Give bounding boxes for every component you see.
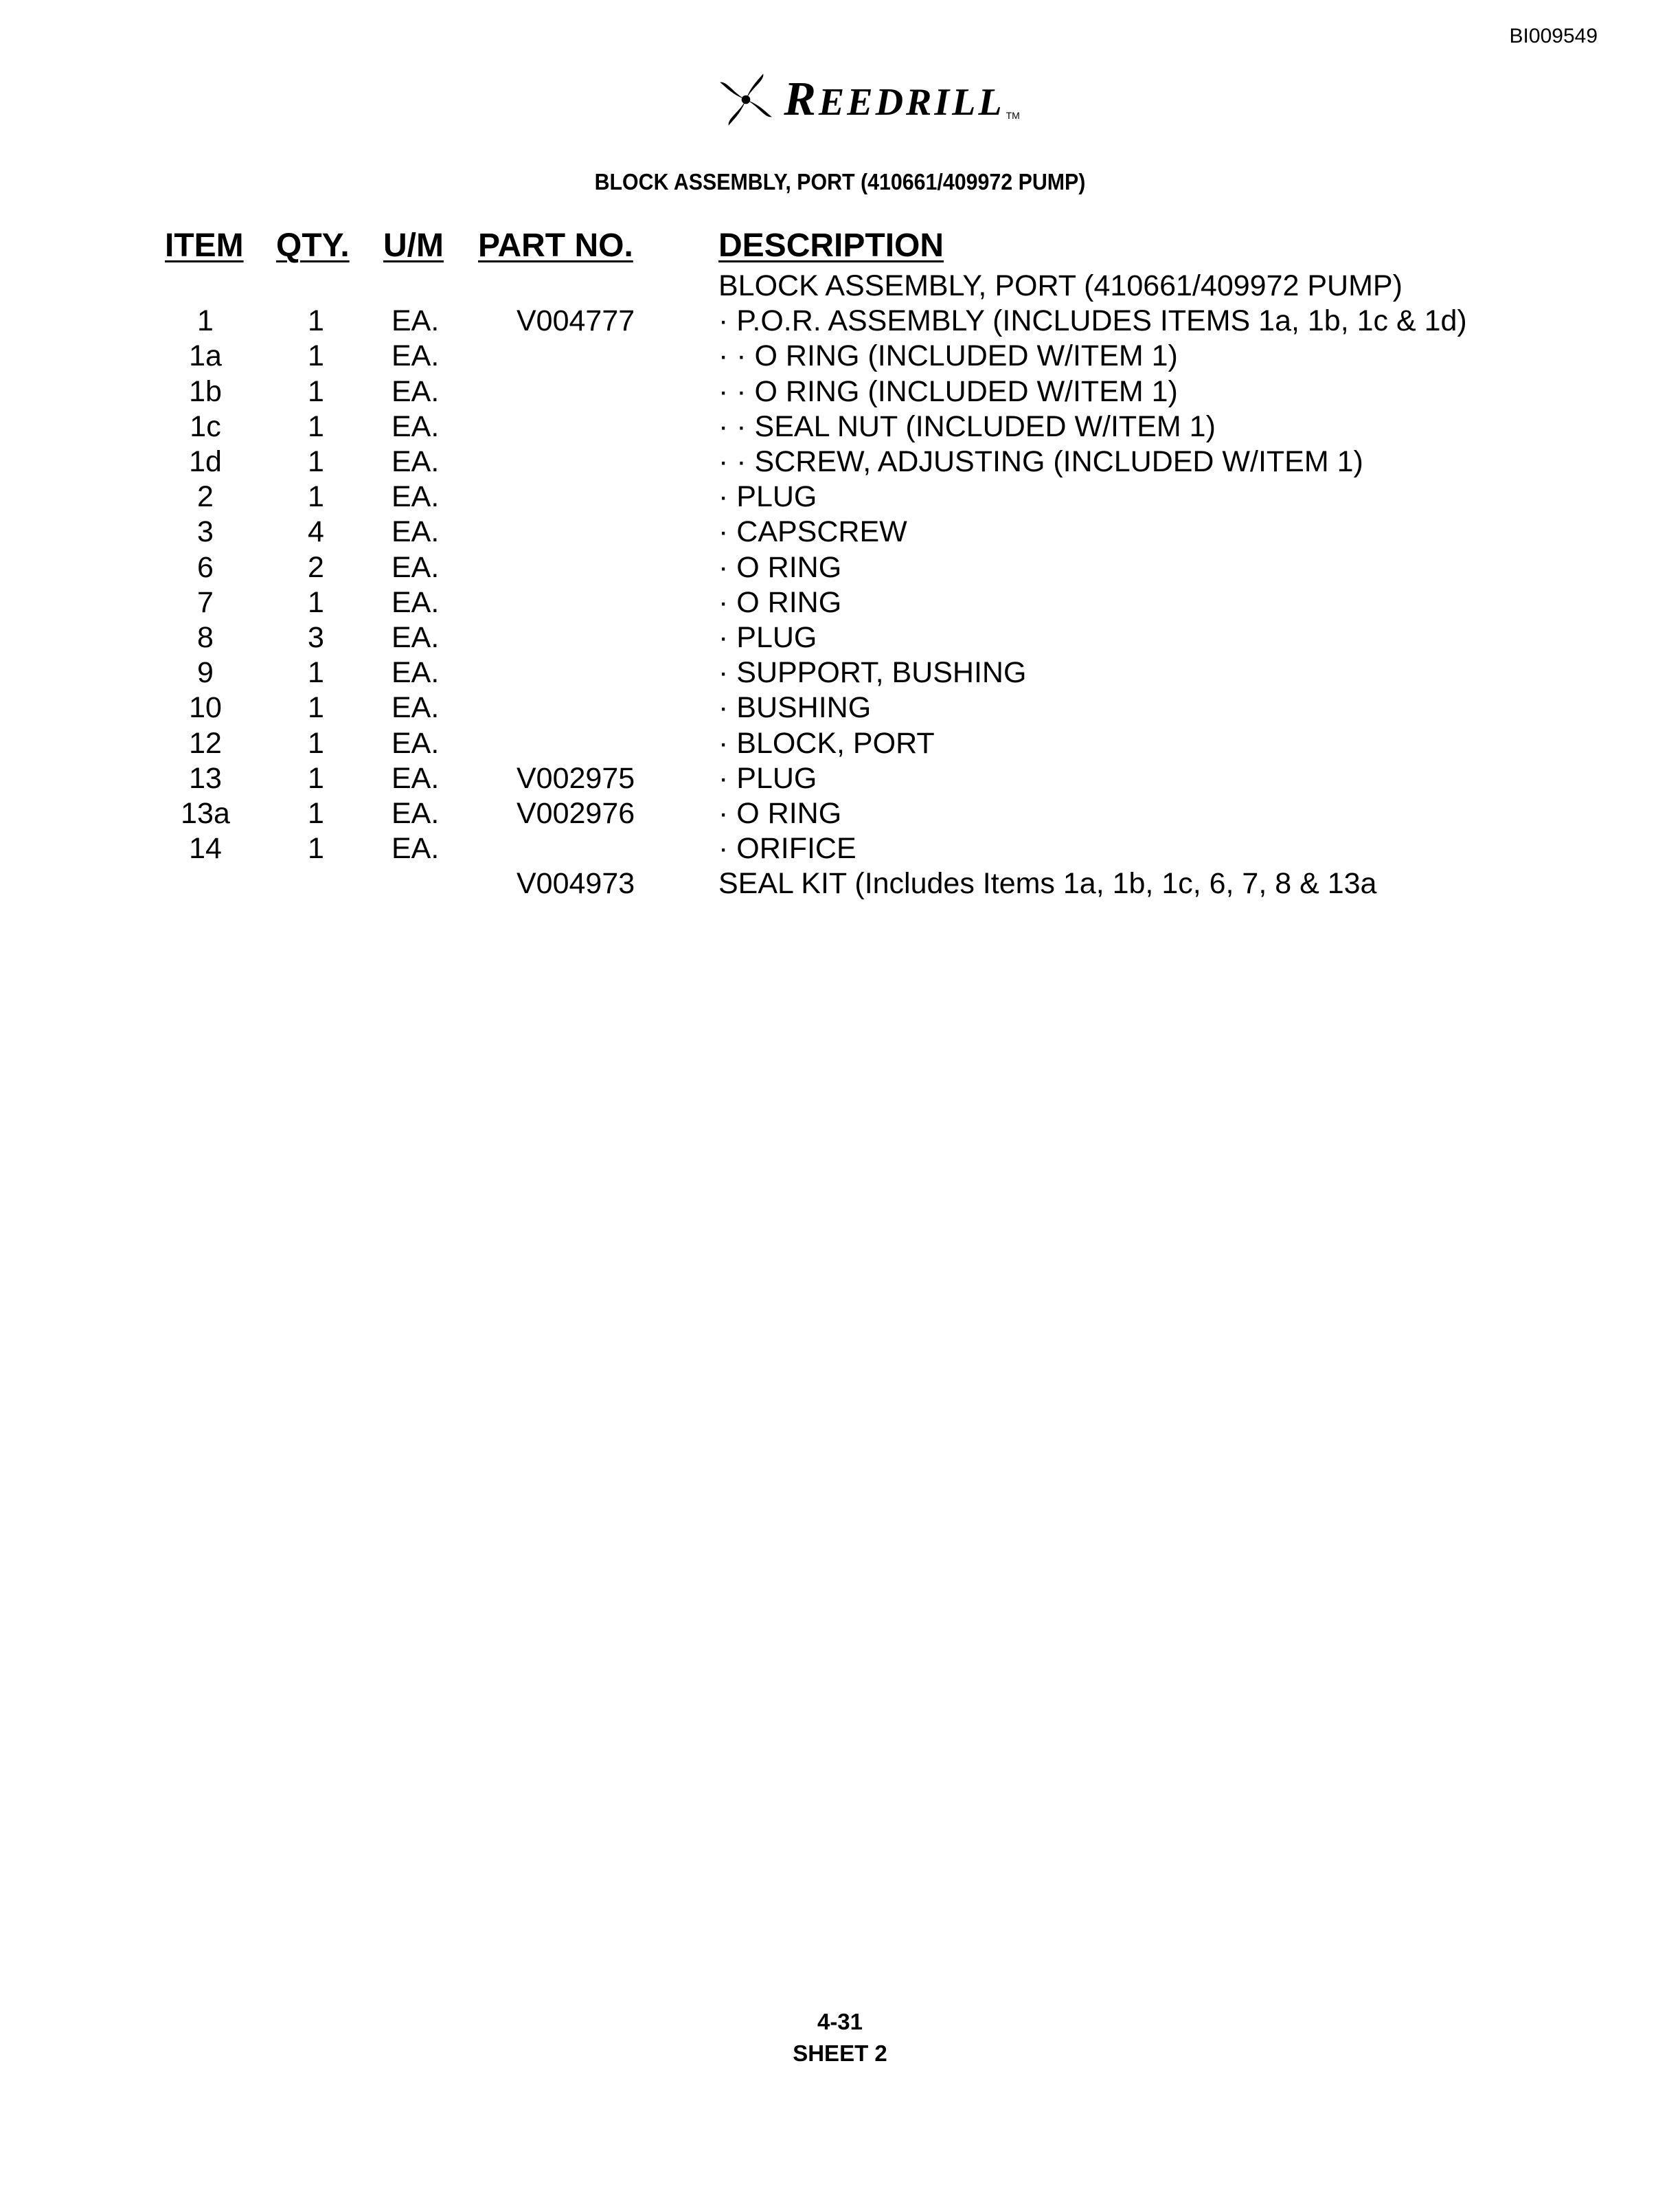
table-row (0, 445, 1680, 480)
qty-cell: 1 (308, 585, 324, 619)
table-row (0, 691, 1680, 726)
table-row (0, 832, 1680, 867)
description-cell: · BUSHING (718, 691, 872, 725)
sheet-number: SHEET 2 (793, 2040, 887, 2066)
brand-name-first: R (784, 73, 819, 126)
um-cell: EA. (391, 374, 440, 408)
item-cell: 1d (189, 445, 222, 478)
assembly-title: BLOCK ASSEMBLY, PORT (410661/409972 PUMP) (594, 169, 1086, 194)
brand-header (0, 69, 1680, 131)
table-row (0, 269, 1680, 304)
item-cell: 9 (197, 656, 214, 690)
item-cell: 10 (189, 691, 222, 725)
qty-cell: 1 (308, 480, 324, 514)
um-cell: EA. (391, 409, 440, 443)
description-cell: · · SEAL NUT (INCLUDED W/ITEM 1) (718, 409, 1216, 443)
um-cell: EA. (391, 691, 440, 725)
qty-cell: 2 (308, 550, 324, 584)
table-row (0, 339, 1680, 374)
item-cell: 13a (181, 797, 230, 830)
um-cell: EA. (391, 832, 440, 866)
um-cell: EA. (391, 761, 440, 795)
brand-name-rest: EEDRILL (818, 81, 1005, 124)
qty-cell: 1 (308, 761, 324, 795)
table-row (0, 797, 1680, 832)
table-row (0, 656, 1680, 691)
part-no-cell: V002976 (517, 797, 635, 830)
um-cell: EA. (391, 550, 440, 584)
qty-cell: 1 (308, 832, 324, 866)
qty-cell: 1 (308, 304, 324, 338)
description-cell: · O RING (718, 550, 842, 584)
um-cell: EA. (391, 726, 440, 760)
table-row (0, 551, 1680, 586)
qty-cell: 1 (308, 656, 324, 690)
description-cell: · PLUG (718, 480, 817, 514)
description-cell: · O RING (718, 797, 842, 830)
table-row (0, 480, 1680, 515)
item-cell: 8 (197, 621, 214, 654)
qty-cell: 1 (308, 409, 324, 443)
column-header-qty: QTY. (276, 227, 350, 264)
um-cell: EA. (391, 339, 440, 373)
item-cell: 1b (189, 374, 222, 408)
part-no-cell: V004777 (517, 304, 635, 338)
column-header-part-no: PART NO. (478, 227, 633, 264)
um-cell: EA. (391, 656, 440, 690)
description-cell: SEAL KIT (Includes Items 1a, 1b, 1c, 6, 7, 8 & 13a (718, 867, 1377, 901)
brand-logo (715, 69, 1020, 131)
um-cell: EA. (391, 515, 440, 549)
table-row (0, 621, 1680, 656)
table-row (0, 515, 1680, 550)
table-row (0, 410, 1680, 445)
brand-name (784, 72, 1004, 127)
description-cell: · CAPSCREW (718, 515, 907, 549)
table-row (0, 586, 1680, 621)
column-header-description: DESCRIPTION (718, 227, 944, 264)
qty-cell: 1 (308, 339, 324, 373)
item-cell: 1a (189, 339, 222, 373)
item-cell: 3 (197, 515, 214, 549)
um-cell: EA. (391, 797, 440, 830)
qty-cell: 1 (308, 797, 324, 830)
item-cell: 7 (197, 585, 214, 619)
description-cell: · PLUG (718, 621, 817, 654)
column-header-item: ITEM (165, 227, 244, 264)
qty-cell: 1 (308, 726, 324, 760)
item-cell: 14 (189, 832, 222, 866)
table-row (0, 304, 1680, 339)
description-cell: · BLOCK, PORT (718, 726, 935, 760)
um-cell: EA. (391, 480, 440, 514)
description-cell: · PLUG (718, 761, 817, 795)
description-cell: · SUPPORT, BUSHING (718, 656, 1027, 690)
parts-table-header (0, 227, 1680, 268)
item-cell: 1c (190, 409, 221, 443)
item-cell: 13 (189, 761, 222, 795)
reedrill-swirl-logo-icon (715, 69, 777, 131)
um-cell: EA. (391, 445, 440, 478)
item-cell: 12 (189, 726, 222, 760)
page-number: 4-31 (817, 2009, 863, 2034)
document-id: BI009549 (1509, 25, 1598, 47)
description-cell: · · O RING (INCLUDED W/ITEM 1) (718, 339, 1178, 373)
description-cell: BLOCK ASSEMBLY, PORT (410661/409972 PUMP) (718, 269, 1403, 302)
part-no-cell: V004973 (517, 867, 635, 901)
table-row (0, 762, 1680, 797)
qty-cell: 1 (308, 374, 324, 408)
item-cell: 1 (197, 304, 214, 338)
description-cell: · · SCREW, ADJUSTING (INCLUDED W/ITEM 1) (718, 445, 1363, 478)
um-cell: EA. (391, 304, 440, 338)
column-header-um: U/M (383, 227, 444, 264)
description-cell: · O RING (718, 585, 842, 619)
um-cell: EA. (391, 621, 440, 654)
description-cell: · ORIFICE (718, 832, 856, 866)
table-row (0, 867, 1680, 902)
description-cell: · · O RING (INCLUDED W/ITEM 1) (718, 374, 1178, 408)
item-cell: 6 (197, 550, 214, 584)
trademark-mark: TM (1006, 110, 1020, 121)
um-cell: EA. (391, 585, 440, 619)
description-cell: · P.O.R. ASSEMBLY (INCLUDES ITEMS 1a, 1b, 1c & 1d) (718, 304, 1467, 338)
table-row (0, 375, 1680, 410)
qty-cell: 1 (308, 445, 324, 478)
item-cell: 2 (197, 480, 214, 514)
qty-cell: 3 (308, 621, 324, 654)
qty-cell: 1 (308, 691, 324, 725)
qty-cell: 4 (308, 515, 324, 549)
table-row (0, 727, 1680, 762)
part-no-cell: V002975 (517, 761, 635, 795)
